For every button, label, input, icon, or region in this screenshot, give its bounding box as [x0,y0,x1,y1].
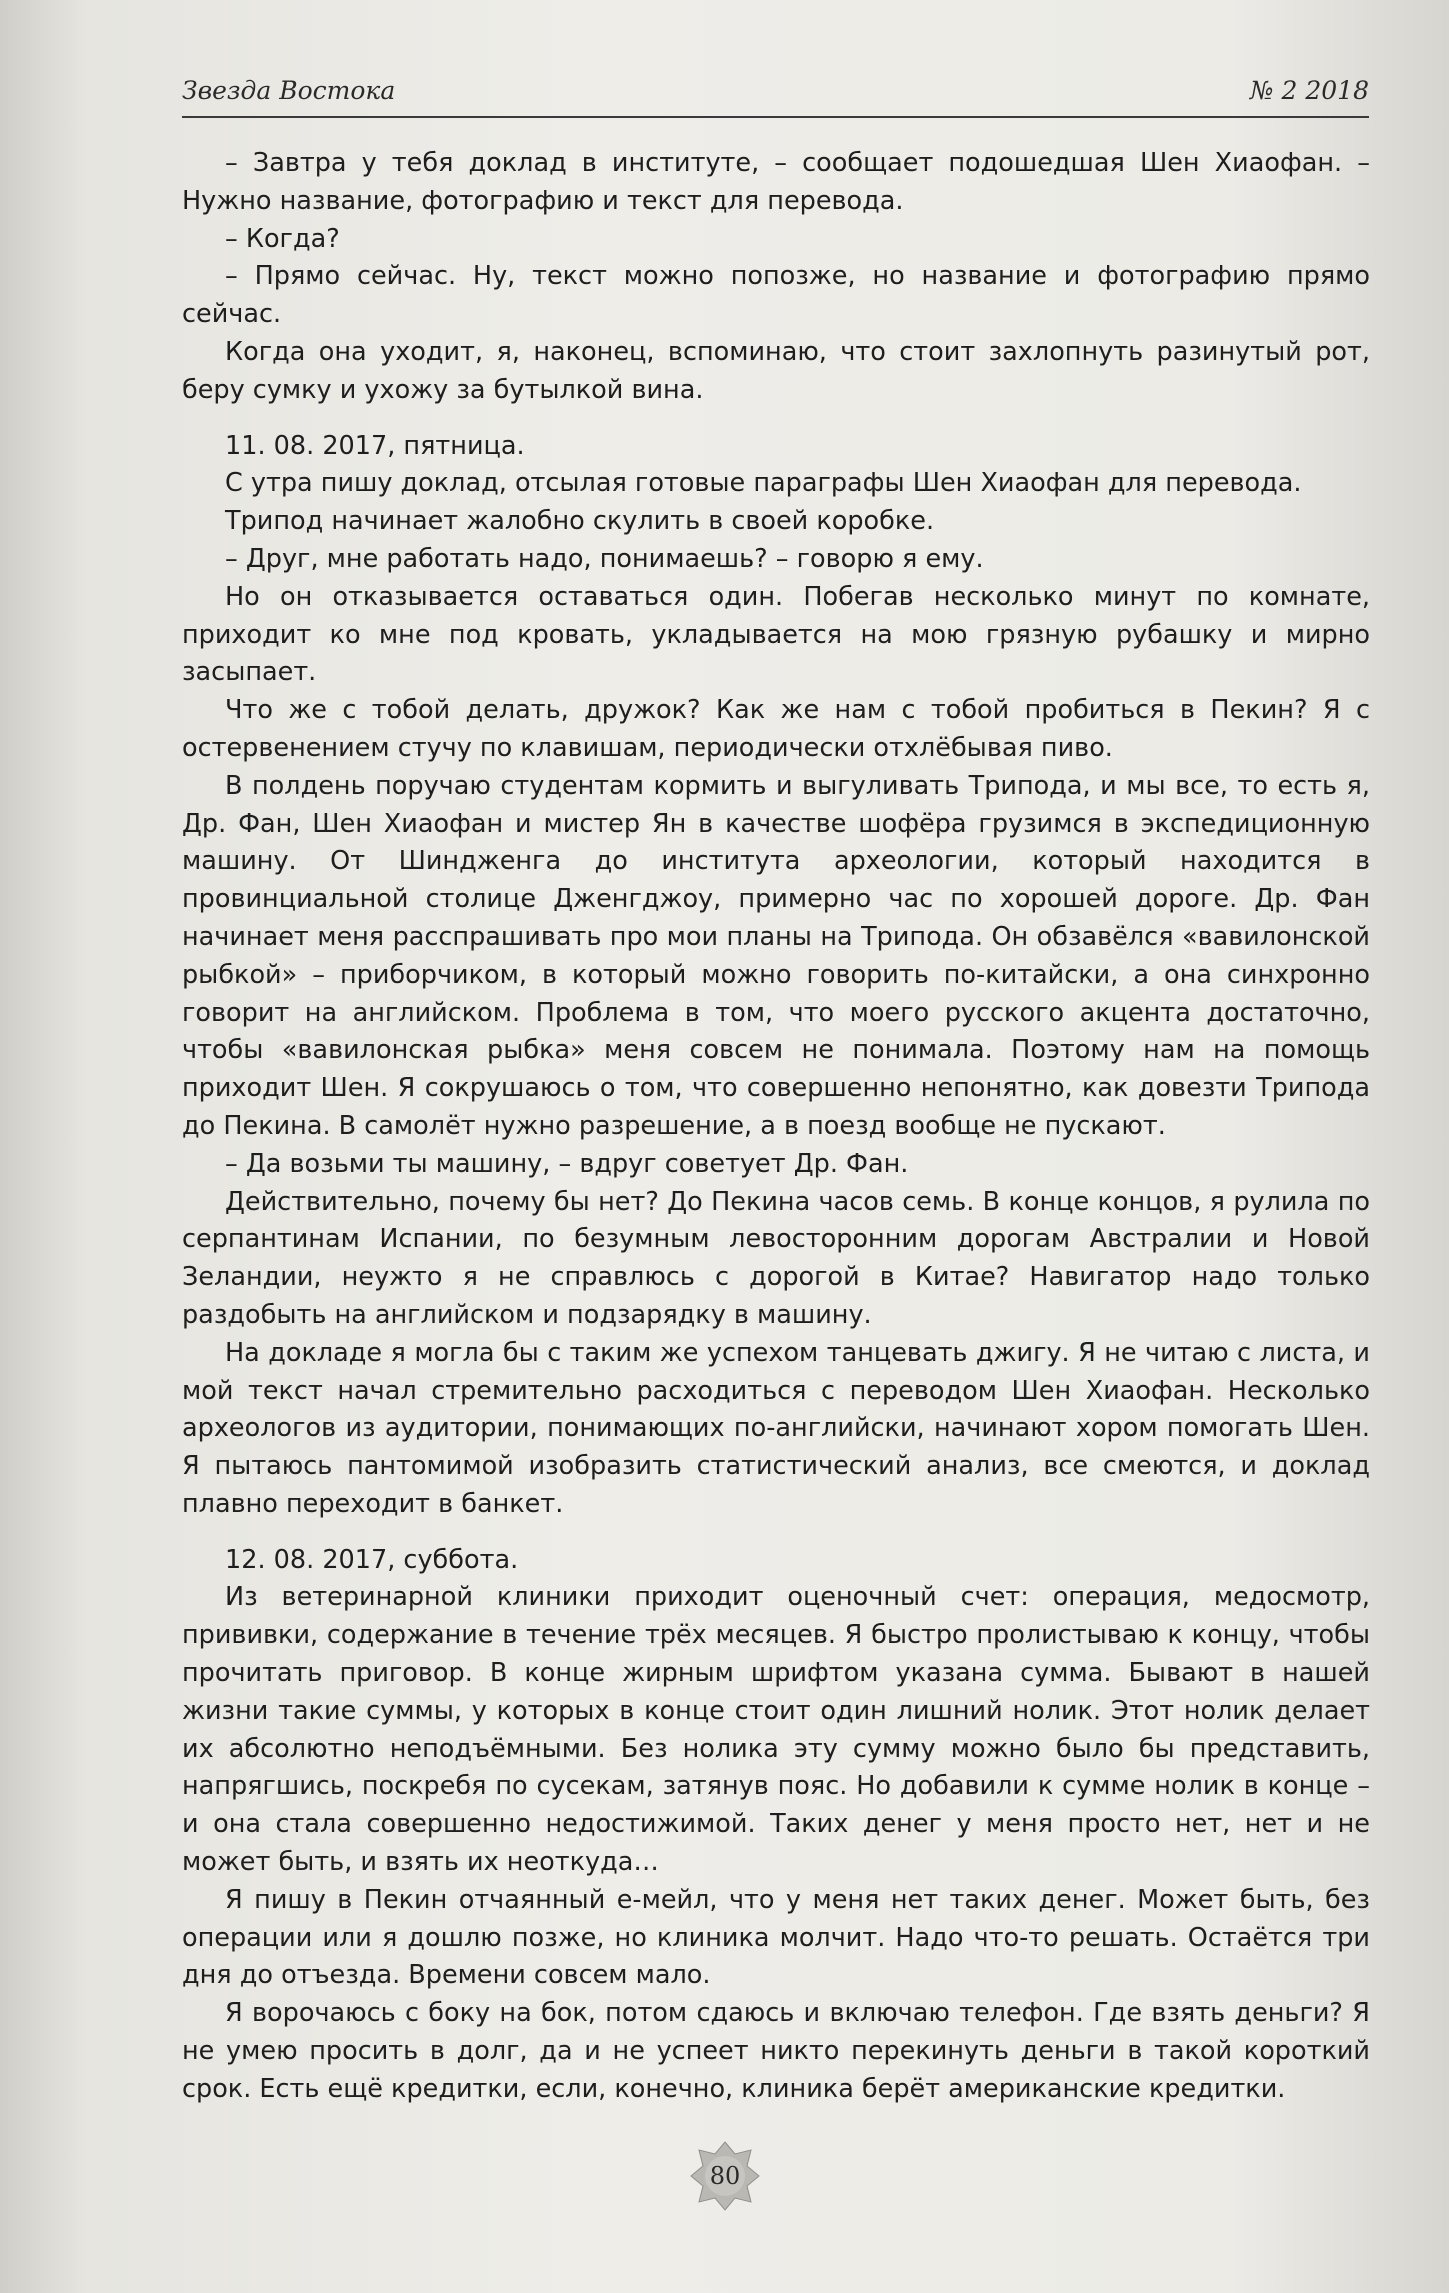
paragraph: Что же с тобой делать, дружок? Как же нам с тобой пробиться в Пекин? Я с остервенением стучу по клавишам, периодически отхлёбывая пиво. [182,695,1370,763]
paragraph: Я ворочаюсь с боку на бок, потом сдаюсь и включаю телефон. Где взять деньги? Я не умею просить в долг, да и не успеет никто перекинуть деньги в такой короткий срок. Есть ещё кредитки, если, конечно, клиника берёт американские кредитки. [182,1998,1370,2104]
paragraph: – Когда? [225,223,340,254]
paragraph: – Друг, мне работать надо, понимаешь? – говорю я ему. [225,543,984,574]
paragraph: Из ветеринарной клиники приходит оценочный счет: операция, медосмотр, прививки, содержание в течение трёх месяцев. Я быстро пролистываю к концу, чтобы прочитать приговор. В конце жирным шрифтом указана сумма. Бывают в нашей жизни такие суммы, у которых в конце стоит один лишний нолик. Этот нолик делает их абсолютно неподъёмными. Без нолика эту сумму можно было бы представить, напрягшись, поскребя по сусекам, затянув пояс. Но добавили к сумме нолик в конце – и она стала совершенно недостижимой. Таких денег у меня просто нет, нет и не может быть, и взять их неоткуда… [182,1582,1370,1878]
paragraph: Я пишу в Пекин отчаянный е-мейл, что у меня нет таких денег. Может быть, без операции или я дошлю позже, но клиника молчит. Надо что-то решать. Остаётся три дня до отъезда. Времени совсем мало. [182,1884,1370,1991]
article-body [182,145,1370,2109]
page-number-badge [689,2140,761,2212]
issue-number: № 2 2018 [1249,76,1369,105]
paragraph: 11. 08. 2017, пятница. [225,430,525,461]
paragraph: Когда она уходит, я, наконец, вспоминаю, что стоит захлопнуть разинутый рот, беру сумку и ухожу за бутылкой вина. [182,336,1370,405]
paragraph: – Да возьми ты машину, – вдруг советует Др. Фан. [225,1148,909,1179]
running-header [182,68,1369,118]
page-number: 80 [709,2162,741,2190]
paragraph: Действительно, почему бы нет? До Пекина часов семь. В конце концов, я рулила по серпантинам Испании, по безумным левосторонним дорогам Австралии и Новой Зеландии, неужто я не справлюсь с дорогой в Китае? Навигатор надо только раздобыть на английском и подзарядку в машину. [182,1186,1370,1330]
paragraph: В полдень поручаю студентам кормить и выгуливать Трипода, и мы все, то есть я, Др. Фан, Шен Хиаофан и мистер Ян в качестве шофёра грузимся в экспедиционную машину. От Шиндженга до института археологии, который находится в провинциальной столице Дженгджоу, примерно час по хорошей дороге. Др. Фан начинает меня расспрашивать про мои планы на Трипода. Он обзавёлся «вавилонской рыбкой» – приборчиком, в который можно говорить по-китайски, а она синхронно говорит на английском. Проблема в том, что моего русского акцента достаточно, чтобы «вавилонская рыбка» меня совсем не понимала. Поэтому нам на помощь приходит Шен. Я сокрушаюсь о том, что совершенно непонятно, как довезти Трипода до Пекина. В самолёт нужно разрешение, а в поезд вообще не пускают. [182,770,1370,1141]
paragraph: – Прямо сейчас. Ну, текст можно попозже, но название и фотографию прямо сейчас. [182,261,1370,330]
paragraph: На докладе я могла бы с таким же успехом танцевать джигу. Я не читаю с листа, и мой текст начал стремительно расходиться с переводом Шен Хиаофан. Несколько археологов из аудитории, понимающих по-английски, начинают хором помогать Шен. Я пытаюсь пантомимой изобразить статистический анализ, все смеются, и доклад плавно переходит в банкет. [182,1337,1370,1519]
paragraph: 12. 08. 2017, суббота. [225,1544,519,1575]
paragraph: – Завтра у тебя доклад в институте, – сообщает подошедшая Шен Хиаофан. – Нужно название, фотографию и текст для перевода. [182,148,1370,216]
journal-title: Звезда Востока [182,76,396,105]
paragraph: Трипод начинает жалобно скулить в своей коробке. [225,506,935,537]
paragraph: Но он отказывается оставаться один. Побегав несколько минут по комнате, приходит ко мне под кровать, укладывается на мою грязную рубашку и мирно засыпает. [182,581,1370,688]
paragraph: С утра пишу доклад, отсылая готовые параграфы Шен Хиаофан для перевода. [225,468,1302,499]
